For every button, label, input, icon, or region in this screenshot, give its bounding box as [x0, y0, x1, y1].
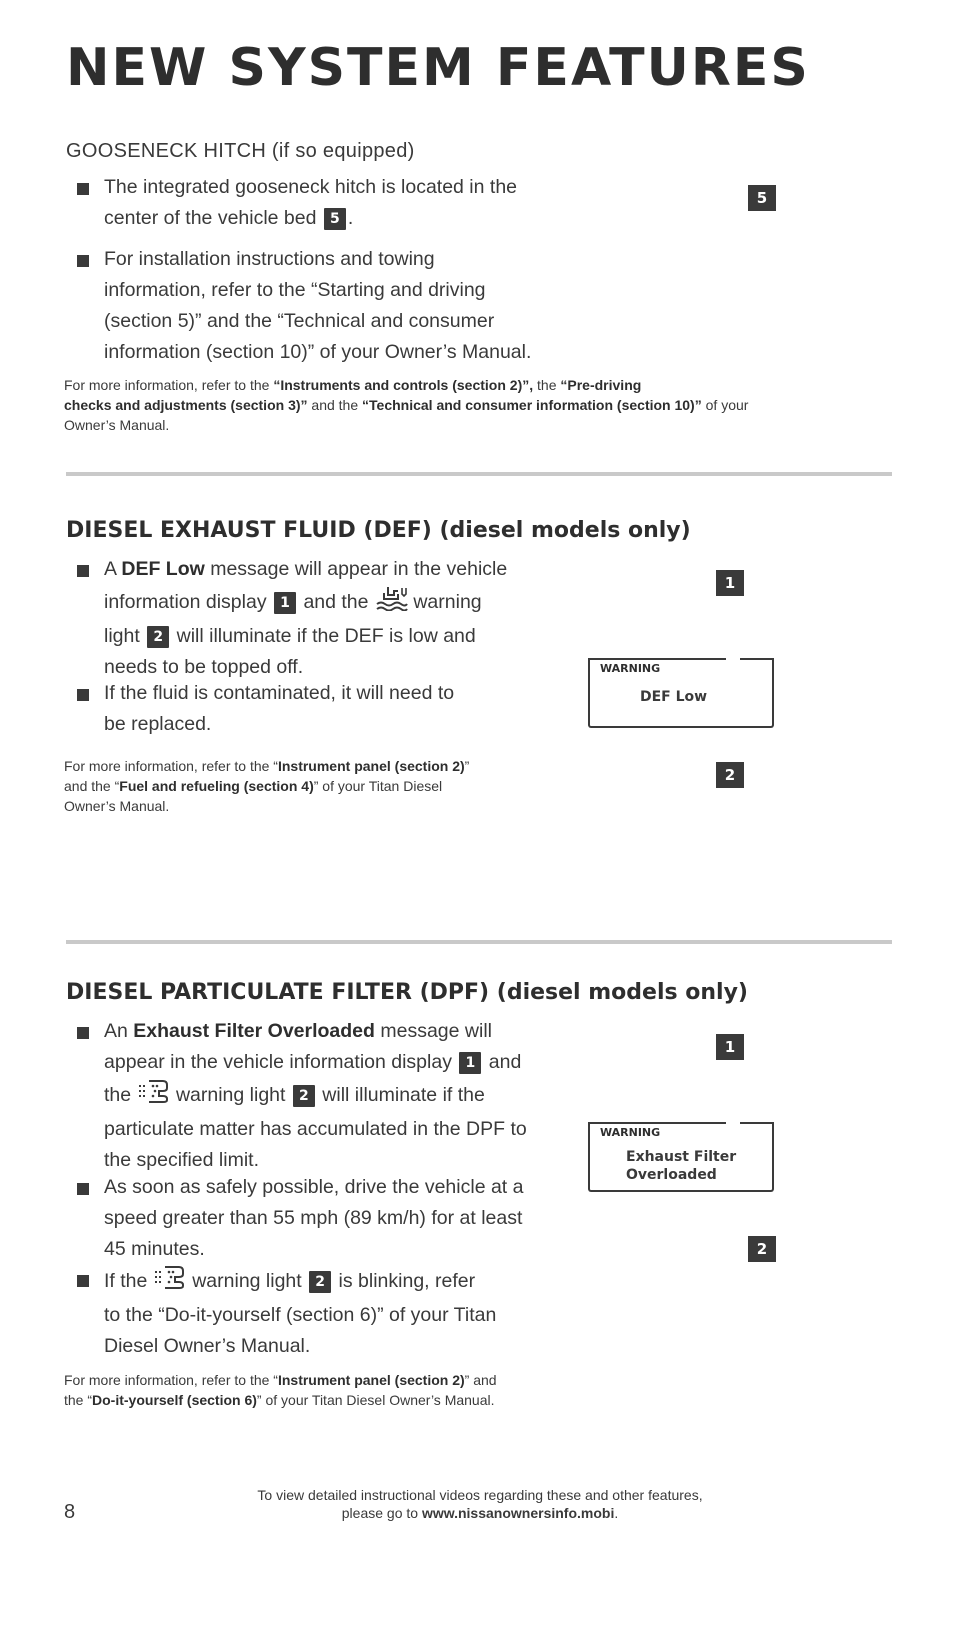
section-divider: [66, 940, 892, 944]
callout-1: 1: [716, 570, 744, 596]
warning-label: WARNING: [600, 662, 661, 675]
def-warning-display: [588, 658, 774, 728]
bullet-square-icon: [77, 183, 89, 195]
warning-label: WARNING: [600, 1126, 661, 1139]
gooseneck-bullet-2: For installation instructions and towing information, refer to the “Starting and driving (section 5)” and the “Technical and consumer information (section 10)” of your Owner’s Manual.: [104, 244, 624, 368]
gooseneck-bullet-1: The integrated gooseneck hitch is located in the center of the vehicle bed 5 .: [104, 172, 604, 234]
callout-2: 2: [748, 1236, 776, 1262]
dpf-bullet-1: An Exhaust Filter Overloaded message will appear in the vehicle information display 1 and the warning light 2 will illuminate if the particulate matter has accumulated in the DPF to the specified limit.: [104, 1016, 584, 1176]
bullet-square-icon: [77, 1183, 89, 1195]
warning-frame-line: [740, 658, 772, 660]
def-bullet-1: A DEF Low message will appear in the vehicle information display 1 and the warning light 2 will illuminate if the DEF is low and needs to be topped off.: [104, 554, 584, 683]
warning-frame-line: [740, 1122, 772, 1124]
callout-badge: 2: [309, 1271, 331, 1293]
callout-5: 5: [748, 185, 776, 211]
dpf-heading: DIESEL PARTICULATE FILTER (DPF) (diesel models only): [66, 980, 748, 1005]
bullet-square-icon: [77, 689, 89, 701]
warning-frame-line: [590, 658, 726, 660]
dpf-warning-icon: [153, 1264, 187, 1300]
callout-badge: 5: [324, 208, 346, 230]
def-warning-icon: [374, 585, 408, 621]
def-bullet-2: If the fluid is contaminated, it will need to be replaced.: [104, 678, 584, 740]
bullet-square-icon: [77, 1275, 89, 1287]
callout-badge: 2: [147, 626, 169, 648]
bullet-square-icon: [77, 1027, 89, 1039]
warning-message: Exhaust Filter Overloaded: [626, 1149, 737, 1183]
callout-badge: 2: [293, 1085, 315, 1107]
bullet-square-icon: [77, 565, 89, 577]
footer-note: To view detailed instructional videos regarding these and other features, please go to www.nissanownersinfo.mobi.: [257, 1487, 703, 1521]
callout-badge: 1: [459, 1052, 481, 1074]
def-heading: DIESEL EXHAUST FLUID (DEF) (diesel models only): [66, 518, 691, 543]
bullet-square-icon: [77, 255, 89, 267]
dpf-bullet-3: If the warning light 2 is blinking, refer to the “Do-it-yourself (section 6)” of your Titan Diesel Owner’s Manual.: [104, 1264, 584, 1362]
footer-link[interactable]: www.nissanownersinfo.mobi: [421, 1505, 615, 1521]
section-divider: [66, 472, 892, 476]
page-number: 8: [64, 1501, 76, 1523]
dpf-bullet-2: As soon as safely possible, drive the vehicle at a speed greater than 55 mph (89 km/h) for at least 45 minutes.: [104, 1172, 584, 1265]
callout-1: 1: [716, 1034, 744, 1060]
callout-badge: 1: [274, 592, 296, 614]
gooseneck-note: For more information, refer to the “Instruments and controls (section 2)”, the “Pre-driving checks and adjustments (section 3)” and the “Technical and consumer information (section 10)” of your Owner’s Manual.: [64, 377, 749, 433]
gooseneck-heading: GOOSENECK HITCH (if so equipped): [66, 140, 415, 162]
callout-2: 2: [716, 762, 744, 788]
dpf-note: For more information, refer to the “Instrument panel (section 2)” and the “Do-it-yourself (section 6)” of your Titan Diesel Owner’s Manual.: [64, 1372, 497, 1408]
dpf-warning-display: [588, 1122, 774, 1192]
dpf-warning-icon: [137, 1078, 171, 1114]
warning-message: DEF Low: [640, 689, 708, 705]
def-note: For more information, refer to the “Instrument panel (section 2)” and the “Fuel and refueling (section 4)” of your Titan Diesel Owner’s Manual.: [64, 758, 470, 814]
page-title: NEW SYSTEM FEATURES: [66, 38, 810, 98]
warning-frame-line: [590, 1122, 726, 1124]
